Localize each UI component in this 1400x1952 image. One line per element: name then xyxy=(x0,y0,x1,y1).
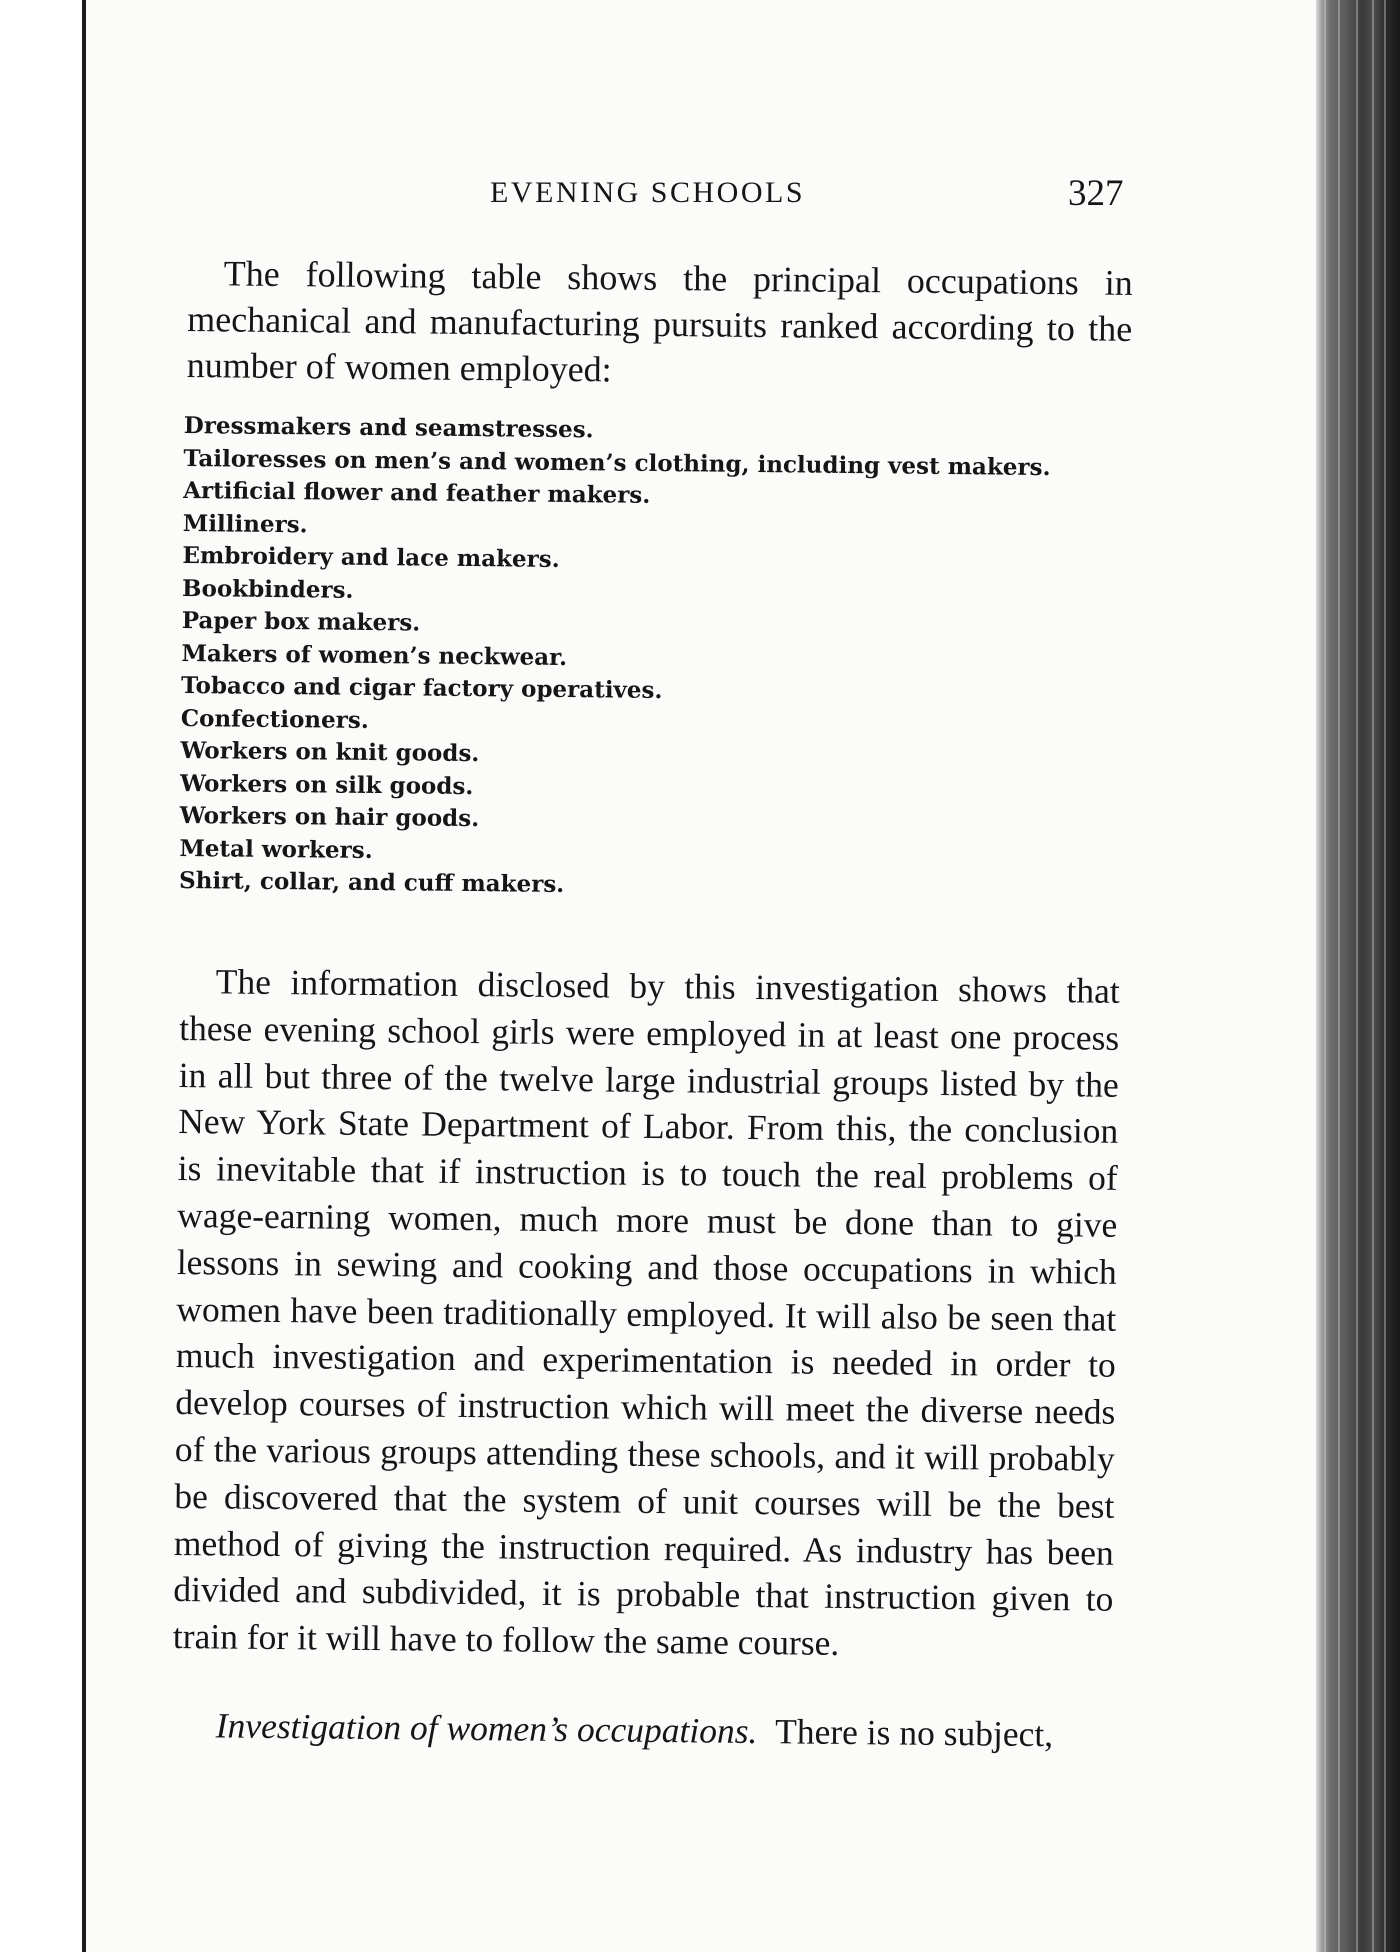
occupation-list xyxy=(179,410,1051,907)
list-item: Workers on knit goods. xyxy=(180,736,480,768)
list-item: Paper box makers. xyxy=(181,606,421,637)
book-page-edges xyxy=(1316,0,1400,1952)
intro-paragraph: The following table shows the principal occupations in mechanical and manufacturing pursuits ranked according to the number of women employed: xyxy=(186,253,1133,390)
list-item: Shirt, collar, and cuff makers. xyxy=(178,866,565,899)
body-paragraph: The information disclosed by this investigation shows that these evening school girls were employed in at least one process in all but three of the twelve large industrial groups listed by the New York State Department of Labor. From this, the conclusion is inevitable that if instruction is to touch the real problems of wage-earning women, much more must be done than to give lessons in sewing and cooking and those occupations in which women have been traditionally employed. It will also be seen that much investigation and experimentation is needed in order to develop courses of instruction which will meet the diverse needs of the various groups attending these schools, and it will probably be discovered that the system of unit courses will be the best method of giving the instruction required. As industry has been divided and subdivided, it is probable that instruction given to train for it will have to follow the same course. xyxy=(172,961,1120,1664)
list-item: Tailoresses on men’s and women’s clothing, including vest makers. xyxy=(183,444,1051,481)
run-in-heading: Investigation of women’s occupations. xyxy=(215,1705,758,1752)
list-item: Milliners. xyxy=(182,509,308,538)
scan-margin xyxy=(0,0,82,1952)
list-item: Bookbinders. xyxy=(181,574,354,604)
list-item: Artificial flower and feather makers. xyxy=(183,476,651,509)
page-number: 327 xyxy=(1068,173,1124,214)
list-item: Tobacco and cigar factory operatives. xyxy=(180,671,663,705)
list-item: Workers on hair goods. xyxy=(179,801,480,833)
list-item: Makers of women’s neckwear. xyxy=(181,639,568,671)
list-item: Embroidery and lace makers. xyxy=(182,541,560,573)
list-item: Dressmakers and seamstresses. xyxy=(183,411,594,444)
list-item: Workers on silk goods. xyxy=(179,769,474,800)
closing-paragraph xyxy=(180,1702,1120,1758)
list-item: Metal workers. xyxy=(179,834,373,864)
closing-text: There is no subject, xyxy=(774,1711,1054,1755)
running-head: EVENING SCHOOLS xyxy=(490,176,805,209)
list-item: Confectioners. xyxy=(180,704,369,734)
